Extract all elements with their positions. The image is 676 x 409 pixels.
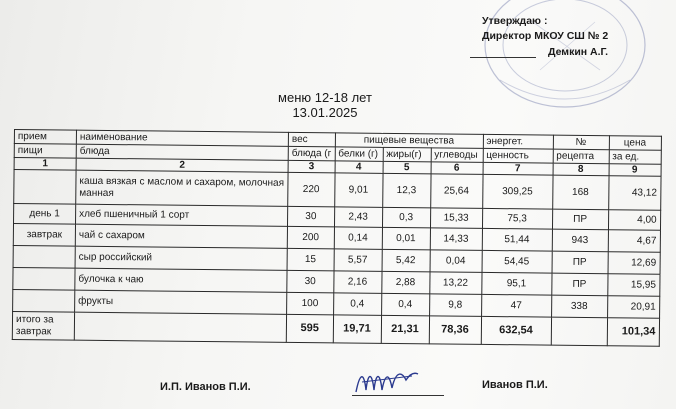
dish-recipe: 338	[551, 295, 607, 318]
total-label-2: завтрак	[15, 325, 52, 337]
dish-weight: 220	[288, 172, 335, 206]
dish-price: 4,67	[608, 230, 660, 253]
col-num: 7	[483, 162, 553, 175]
dish-weight: 100	[287, 292, 334, 314]
total-row	[12, 311, 659, 346]
header-name-2: блюда	[76, 144, 288, 160]
dish-carbs: 15,33	[430, 208, 482, 229]
menu-table	[12, 129, 662, 347]
dish-weight: 200	[287, 226, 334, 248]
dish-recipe: 168	[552, 175, 608, 210]
meal-day: день 1	[14, 204, 76, 225]
dish-energy: 95,1	[481, 272, 551, 295]
header-ves: вес	[288, 132, 335, 146]
dish-price: 20,91	[607, 296, 659, 319]
header-nutrients: пищевые вещества	[335, 133, 483, 149]
header-name: наименование	[76, 130, 288, 146]
col-num: 2	[76, 158, 288, 172]
dish-energy: 309,25	[482, 174, 552, 209]
approval-line-3: Демкин А.Г.	[548, 46, 609, 58]
dish-weight: 15	[287, 248, 334, 270]
dish-price: 15,95	[607, 274, 659, 297]
total-price: 101,34	[607, 318, 659, 347]
total-energy: 632,54	[481, 316, 551, 345]
dish-carbs: 13,22	[429, 272, 481, 295]
col-num: 5	[383, 161, 431, 174]
approval-signature-line	[470, 57, 536, 58]
total-recipe-empty	[551, 317, 607, 346]
col-num: 8	[553, 163, 609, 176]
dish-name: фрукты	[75, 290, 287, 314]
dish-carbs: 9,8	[429, 294, 481, 317]
total-label	[12, 311, 74, 340]
header-zhiry: жиры(г)	[383, 147, 431, 162]
dish-fat: 5,42	[382, 249, 430, 272]
dish-protein: 5,57	[334, 249, 382, 272]
dish-fat: 0,01	[382, 227, 430, 250]
dish-name: хлеб пшеничный 1 сорт	[76, 204, 288, 226]
dish-fat: 0,3	[382, 207, 430, 228]
meal-cell	[13, 245, 75, 268]
approval-line-1: Утверждаю :	[482, 15, 548, 27]
col-num: 4	[335, 161, 383, 174]
col-num: 3	[288, 160, 335, 172]
header-priem-2: пищи	[14, 144, 76, 159]
signature-line	[352, 395, 444, 396]
dish-fat: 12,3	[382, 173, 430, 208]
header-energ-2: ценность	[483, 148, 553, 163]
dish-name: каша вязкая с маслом и сахаром, молочная манная	[76, 170, 288, 206]
dish-name: булочка к чаю	[75, 268, 287, 292]
dish-name: чай с сахаром	[75, 224, 287, 248]
meal-name: завтрак	[13, 224, 75, 247]
header-ugl: углеводы	[431, 148, 483, 163]
dish-protein: 2,43	[334, 207, 382, 228]
dish-energy: 51,44	[482, 228, 552, 251]
meal-cell	[13, 267, 75, 290]
header-price: цена	[609, 136, 661, 151]
col-num: 9	[609, 164, 661, 177]
dish-weight: 30	[287, 270, 334, 292]
handwritten-signature	[352, 366, 422, 398]
dish-price: 12,69	[608, 252, 660, 275]
signature-right-name: Иванов П.И.	[482, 379, 548, 391]
dish-energy: 54,45	[482, 250, 552, 273]
menu-title	[250, 90, 400, 120]
dish-protein: 0,14	[334, 227, 382, 250]
dish-energy: 47	[481, 294, 551, 317]
signature-left-name: И.П. Иванов П.И.	[160, 381, 251, 393]
dish-carbs: 25,64	[430, 174, 482, 209]
dish-price: 4,00	[608, 210, 660, 231]
dish-recipe: ПР	[551, 273, 607, 296]
total-empty	[74, 312, 286, 342]
header-rec-2: рецепта	[553, 149, 609, 164]
dish-name: сыр российский	[75, 246, 287, 270]
total-fat: 21,31	[381, 315, 429, 344]
total-weight: 595	[286, 314, 333, 342]
header-price-2: за ед.	[609, 150, 661, 165]
col-num: 6	[431, 162, 483, 175]
total-protein: 19,71	[333, 315, 381, 344]
dish-recipe: ПР	[552, 251, 608, 274]
dish-protein: 9,01	[334, 173, 382, 208]
dish-recipe: ПР	[552, 209, 608, 230]
dish-weight: 30	[287, 206, 334, 226]
dish-carbs: 0,04	[430, 250, 482, 273]
dish-fat: 0,4	[381, 293, 429, 316]
header-belki: белки (г)	[335, 147, 383, 162]
dish-protein: 2,16	[333, 271, 381, 294]
dish-price: 43,12	[608, 176, 660, 211]
menu-date: 13.01.2025	[292, 105, 358, 120]
header-rec: №	[553, 135, 609, 150]
total-label-1: итого за	[15, 313, 54, 325]
meal-cell	[14, 170, 76, 205]
dish-carbs: 14,33	[430, 228, 482, 251]
dish-energy: 75,3	[482, 208, 552, 229]
menu-age-range: меню 12-18 лет	[278, 90, 372, 105]
total-carbs: 78,36	[429, 316, 481, 345]
header-ves-2: блюда (г	[288, 146, 335, 160]
col-num: 1	[14, 158, 76, 171]
dish-recipe: 943	[552, 229, 608, 252]
dish-protein: 0,4	[333, 293, 381, 316]
meal-cell	[13, 289, 75, 312]
header-energ: энергет.	[483, 134, 553, 149]
approval-line-2: Директор МКОУ СШ № 2	[482, 30, 609, 42]
dish-fat: 2,88	[381, 271, 429, 294]
header-priem: прием	[14, 130, 76, 145]
approval-block	[482, 14, 609, 58]
